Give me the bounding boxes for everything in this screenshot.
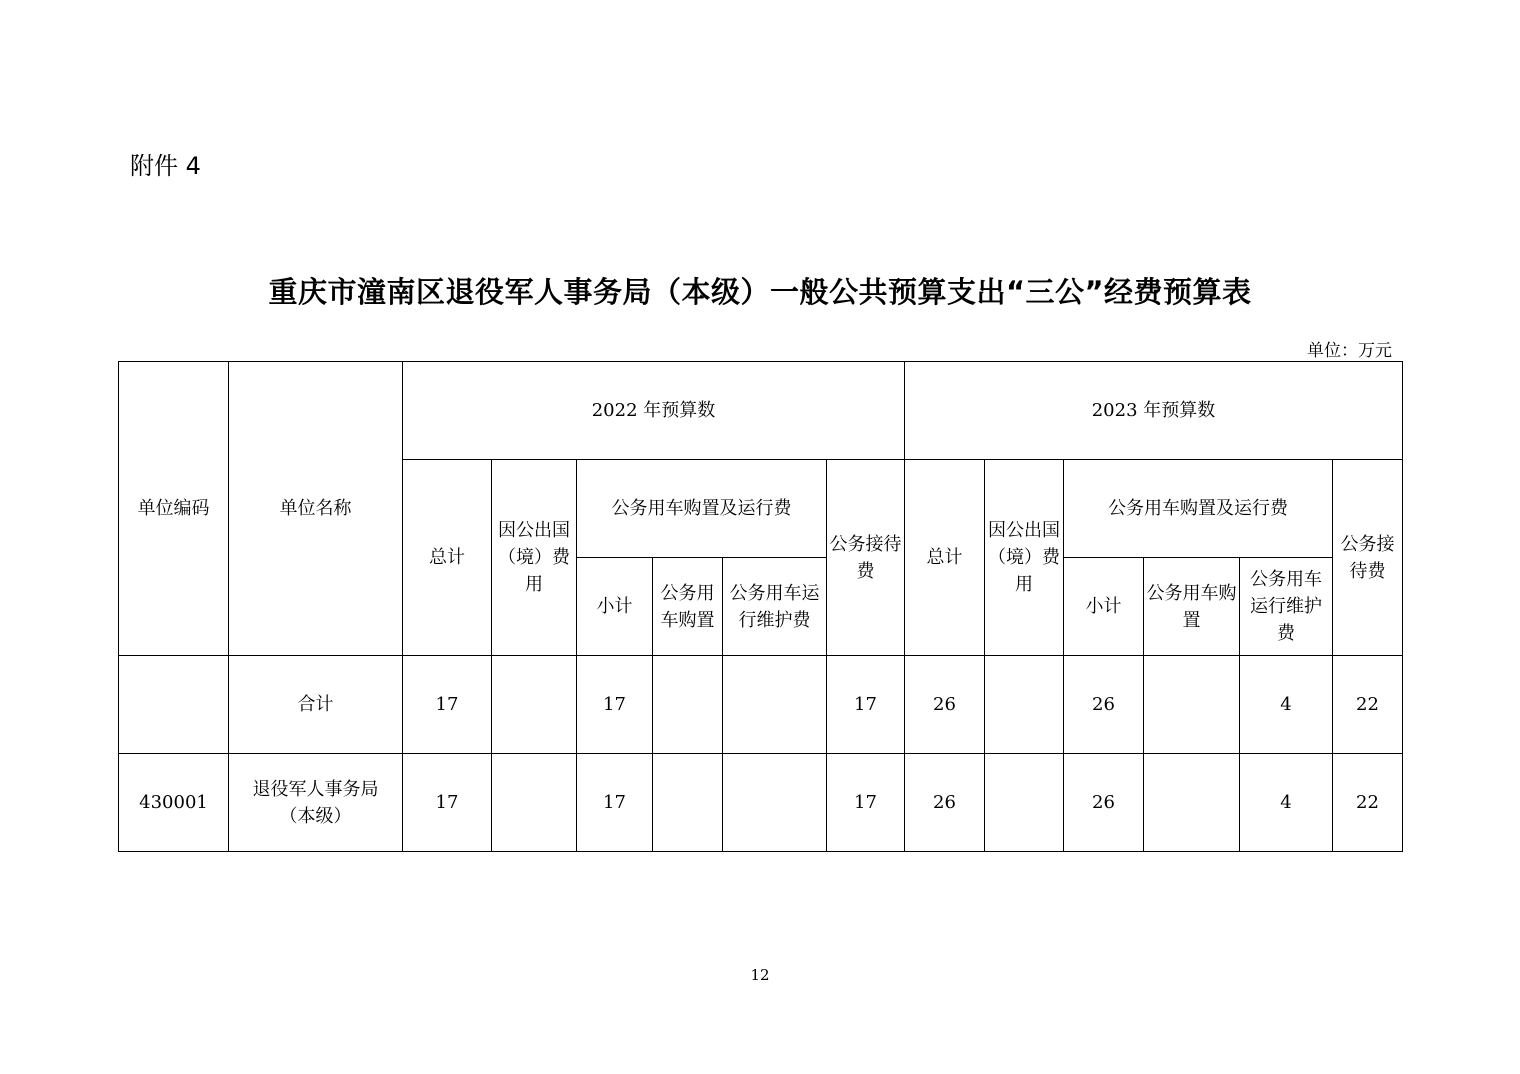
cell-2023-operation: 4 [1240,754,1333,852]
cell-code: 430001 [119,754,229,852]
header-vehicle-2023: 公务用车购置及运行费 [1064,460,1333,558]
document-title: 重庆市潼南区退役军人事务局（本级）一般公共预算支出“三公”经费预算表 [268,275,1252,309]
table-row-unit [119,754,1403,852]
cell-2023-total: 26 [905,656,985,754]
cell-2023-reception: 22 [1333,656,1403,754]
header-total-2022: 总计 [403,460,492,656]
cell-2023-purchase [1144,656,1240,754]
cell-2023-abroad [985,656,1064,754]
header-subtotal-2023: 小计 [1064,558,1144,656]
cell-2022-subtotal: 17 [577,656,653,754]
cell-2022-reception: 17 [827,754,905,852]
cell-2023-subtotal: 26 [1064,754,1144,852]
cell-name: 合计 [229,656,403,754]
header-year-2023: 2023 年预算数 [905,362,1403,460]
cell-code [119,656,229,754]
table-row-total [119,656,1403,754]
header-purchase-2023: 公务用车购置 [1144,558,1240,656]
header-operation-2022: 公务用车运行维护费 [723,558,827,656]
attachment-label: 附件 4 [130,152,201,180]
header-purchase-2022: 公务用车购置 [653,558,723,656]
header-unit-name: 单位名称 [229,362,403,656]
cell-2022-total: 17 [403,656,492,754]
cell-2023-purchase [1144,754,1240,852]
header-abroad-2023: 因公出国（境）费用 [985,460,1064,656]
cell-2022-abroad [492,754,577,852]
budget-table [118,361,1403,852]
cell-2023-abroad [985,754,1064,852]
header-reception-2022: 公务接待费 [827,460,905,656]
cell-2023-subtotal: 26 [1064,656,1144,754]
cell-2022-reception: 17 [827,656,905,754]
header-total-2023: 总计 [905,460,985,656]
header-unit-code: 单位编码 [119,362,229,656]
cell-2022-operation [723,656,827,754]
cell-2023-total: 26 [905,754,985,852]
header-vehicle-2022: 公务用车购置及运行费 [577,460,827,558]
cell-2022-abroad [492,656,577,754]
header-year-2022: 2022 年预算数 [403,362,905,460]
cell-2022-subtotal: 17 [577,754,653,852]
header-row-years [119,362,1403,460]
cell-2023-operation: 4 [1240,656,1333,754]
cell-2022-purchase [653,656,723,754]
cell-2022-purchase [653,754,723,852]
cell-2023-reception: 22 [1333,754,1403,852]
unit-label: 单位：万元 [1307,341,1392,361]
header-subtotal-2022: 小计 [577,558,653,656]
cell-2022-total: 17 [403,754,492,852]
header-abroad-2022: 因公出国（境）费用 [492,460,577,656]
header-operation-2023: 公务用车运行维护费 [1240,558,1333,656]
cell-name: 退役军人事务局（本级） [229,754,403,852]
cell-2022-operation [723,754,827,852]
header-reception-2023: 公务接待费 [1333,460,1403,656]
page-number: 12 [750,966,770,984]
